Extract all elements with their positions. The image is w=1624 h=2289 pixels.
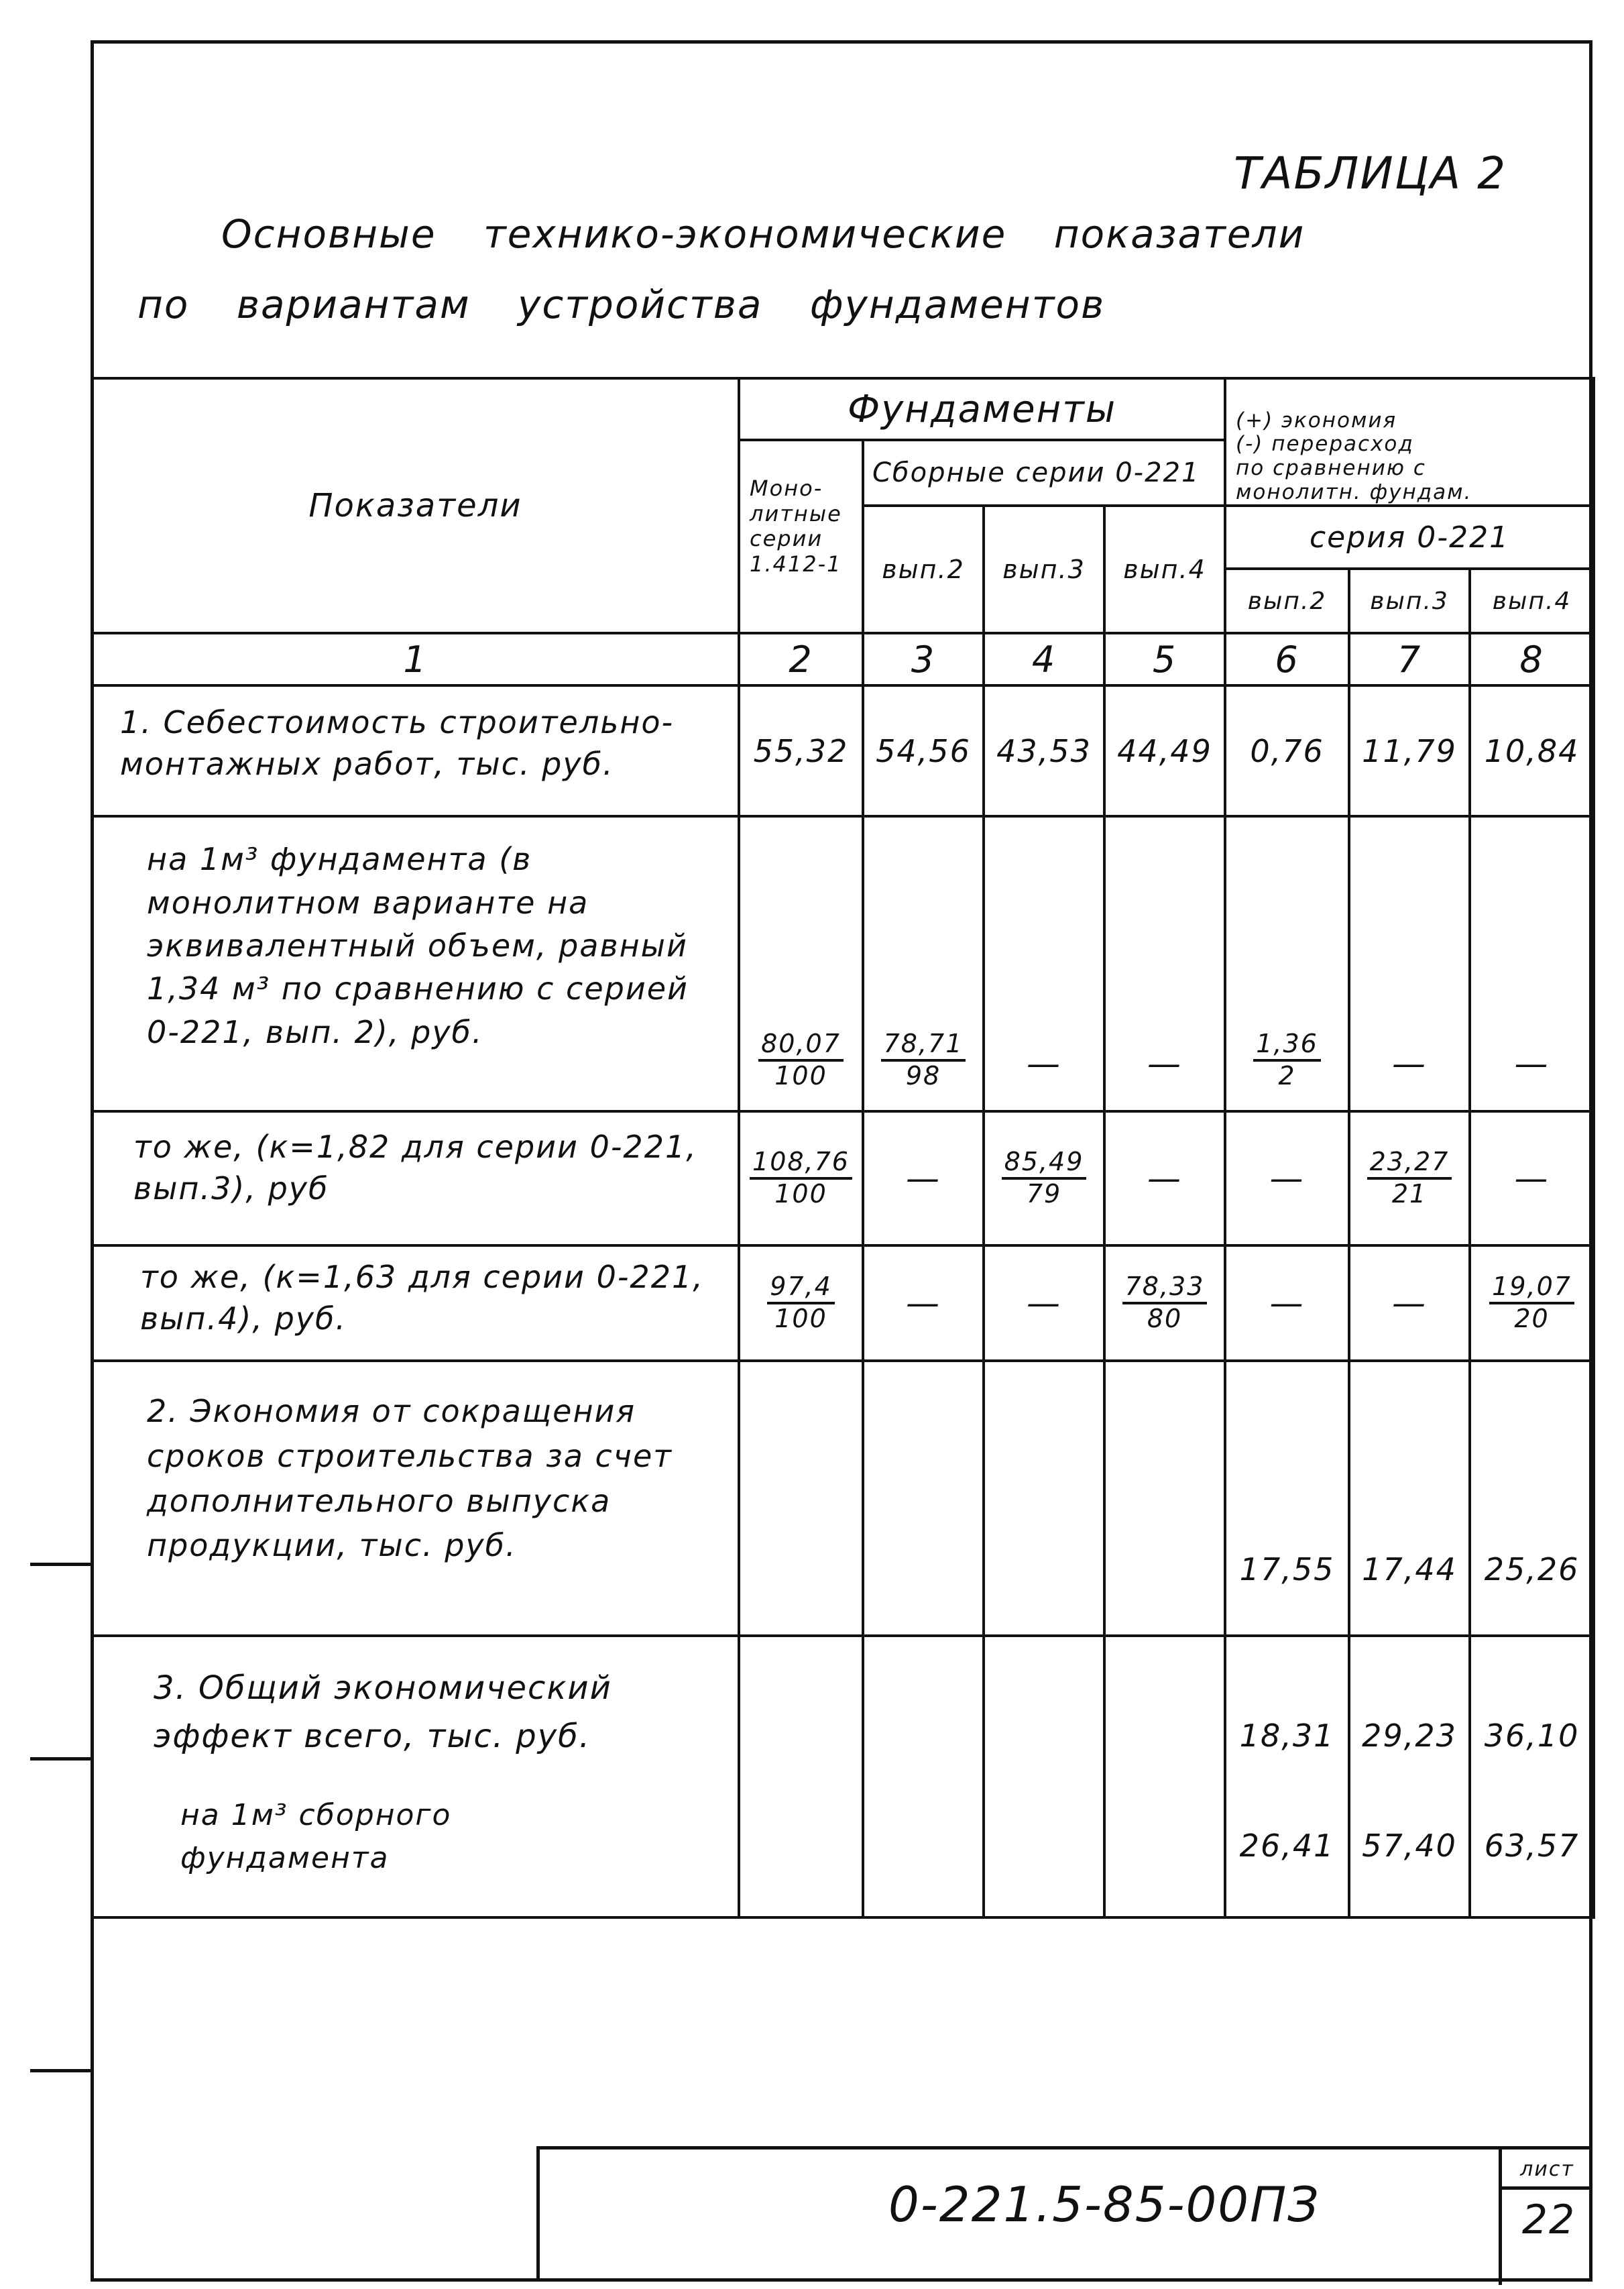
- row-k163-dash: —: [984, 1245, 1104, 1361]
- row-cost-value: 10,84: [1470, 685, 1594, 816]
- row-k182-value: $\frac{23,27}{21}$: [1349, 1111, 1470, 1245]
- column-number: 2: [739, 633, 863, 685]
- row-time-saving-value: 25,26: [1470, 1361, 1594, 1636]
- row-k163-value: $\frac{78,33}{80}$: [1104, 1245, 1225, 1361]
- table-title-line1: Основные технико-экономические показатели: [221, 211, 1306, 257]
- row-total-effect-values: [1225, 1636, 1349, 1917]
- row-k182-label: то же, (к=1,82 для серии 0-221, вып.3), руб: [92, 1111, 739, 1245]
- row-total-effect-values: [1349, 1636, 1470, 1917]
- header-prefab-v4: вып.4: [1104, 506, 1225, 633]
- header-econ-v2: вып.2: [1225, 569, 1349, 633]
- row-time-saving-value: 17,55: [1225, 1361, 1349, 1636]
- margin-mark: [30, 1757, 92, 1761]
- header-indicators: Показатели: [92, 378, 739, 633]
- title-block: [536, 2146, 1592, 2282]
- row-cost-label: 1. Себестоимость строительно-монтажных работ, тыс. руб.: [92, 685, 739, 816]
- header-econ-v3: вып.3: [1349, 569, 1470, 633]
- row-k182-dash: —: [1470, 1111, 1594, 1245]
- row-cost-value: 44,49: [1104, 685, 1225, 816]
- row-per-m3-dash: —: [984, 816, 1104, 1111]
- row-k163-dash: —: [1349, 1245, 1470, 1361]
- header-prefab-v3: вып.3: [984, 506, 1104, 633]
- row-per-m3-dash: —: [1104, 816, 1225, 1111]
- margin-mark: [30, 1563, 92, 1566]
- sheet-number: 22: [1521, 2196, 1576, 2243]
- row-total-effect-value: 18,31: [1239, 1718, 1335, 1754]
- row-total-effect-label: 3. Общий экономический эффект всего, тыс. руб.: [154, 1669, 612, 1756]
- row-per-m3-value: $\frac{80,07}{100}$: [739, 816, 863, 1111]
- row-per-m3-prefab-value: 63,57: [1484, 1828, 1580, 1864]
- table-title-line2: по вариантам устройства фундаментов: [137, 282, 1106, 327]
- column-number: 4: [984, 633, 1104, 685]
- row-cost-value: 55,32: [739, 685, 863, 816]
- header-monolithic: Моно- литные серии 1.412-1: [739, 440, 863, 633]
- table-number: ТАБЛИЦА 2: [1234, 148, 1507, 199]
- row-k182-value: $\frac{108,76}{100}$: [739, 1111, 863, 1245]
- row-per-m3-prefab-label: на 1м³ сборного фундамента: [180, 1798, 452, 1875]
- column-number: 5: [1104, 633, 1225, 685]
- margin-mark: [30, 2069, 92, 2072]
- row-k163-label: то же, (к=1,63 для серии 0-221, вып.4), руб.: [92, 1245, 739, 1361]
- row-k182-dash: —: [1104, 1111, 1225, 1245]
- row-k163-value: $\frac{97,4}{100}$: [739, 1245, 863, 1361]
- column-number: 6: [1225, 633, 1349, 685]
- header-economy: (+) экономия (-) перерасход по сравнению с монолитн. фундам.: [1225, 378, 1594, 506]
- row-cost-value: 54,56: [863, 685, 984, 816]
- column-number: 3: [863, 633, 984, 685]
- row-per-m3-dash: —: [1349, 816, 1470, 1111]
- column-number: 1: [92, 633, 739, 685]
- row-per-m3-prefab-value: 26,41: [1239, 1828, 1335, 1864]
- row-per-m3-prefab-value: 57,40: [1362, 1828, 1457, 1864]
- row-cost-value: 43,53: [984, 685, 1104, 816]
- row-cost-value: 0,76: [1225, 685, 1349, 816]
- row-total-effect-values: [1470, 1636, 1594, 1917]
- header-econ-v4: вып.4: [1470, 569, 1594, 633]
- row-total-effect-value: 36,10: [1484, 1718, 1580, 1754]
- document-code: 0-221.5-85-00ПЗ: [888, 2176, 1320, 2233]
- row-k163-dash: —: [1225, 1245, 1349, 1361]
- row-time-saving-label: 2. Экономия от сокращения сроков строительства за счет дополнительного выпуска продукции, тыс. руб.: [92, 1361, 739, 1636]
- row-cost-value: 11,79: [1349, 685, 1470, 816]
- column-number: 7: [1349, 633, 1470, 685]
- row-per-m3-value: $\frac{1,36}{2}$: [1225, 816, 1349, 1111]
- row-k182-dash: —: [1225, 1111, 1349, 1245]
- header-foundations: Фундаменты: [739, 378, 1225, 440]
- header-prefab-v2: вып.2: [863, 506, 984, 633]
- indicators-table: [91, 377, 1595, 1919]
- sheet-box: [1499, 2150, 1592, 2285]
- row-per-m3-value: $\frac{78,71}{98}$: [863, 816, 984, 1111]
- row-time-saving-value: 17,44: [1349, 1361, 1470, 1636]
- row-k163-dash: —: [863, 1245, 984, 1361]
- row-per-m3-dash: —: [1470, 816, 1594, 1111]
- row-k182-value: $\frac{85,49}{79}$: [984, 1111, 1104, 1245]
- sheet-label: лист: [1502, 2150, 1592, 2190]
- header-series: серия 0-221: [1225, 506, 1594, 569]
- row-k163-value: $\frac{19,07}{20}$: [1470, 1245, 1594, 1361]
- row-total-effect-value: 29,23: [1362, 1718, 1457, 1754]
- row-total-effect: [92, 1636, 739, 1917]
- header-prefab: Сборные серии 0-221: [863, 440, 1225, 506]
- row-per-m3-label: на 1м³ фундамента (в монолитном варианте на эквивалентный объем, равный 1,34 м³ по сравнению с серией 0-221, вып. 2), руб.: [92, 816, 739, 1111]
- column-number: 8: [1470, 633, 1594, 685]
- row-k182-dash: —: [863, 1111, 984, 1245]
